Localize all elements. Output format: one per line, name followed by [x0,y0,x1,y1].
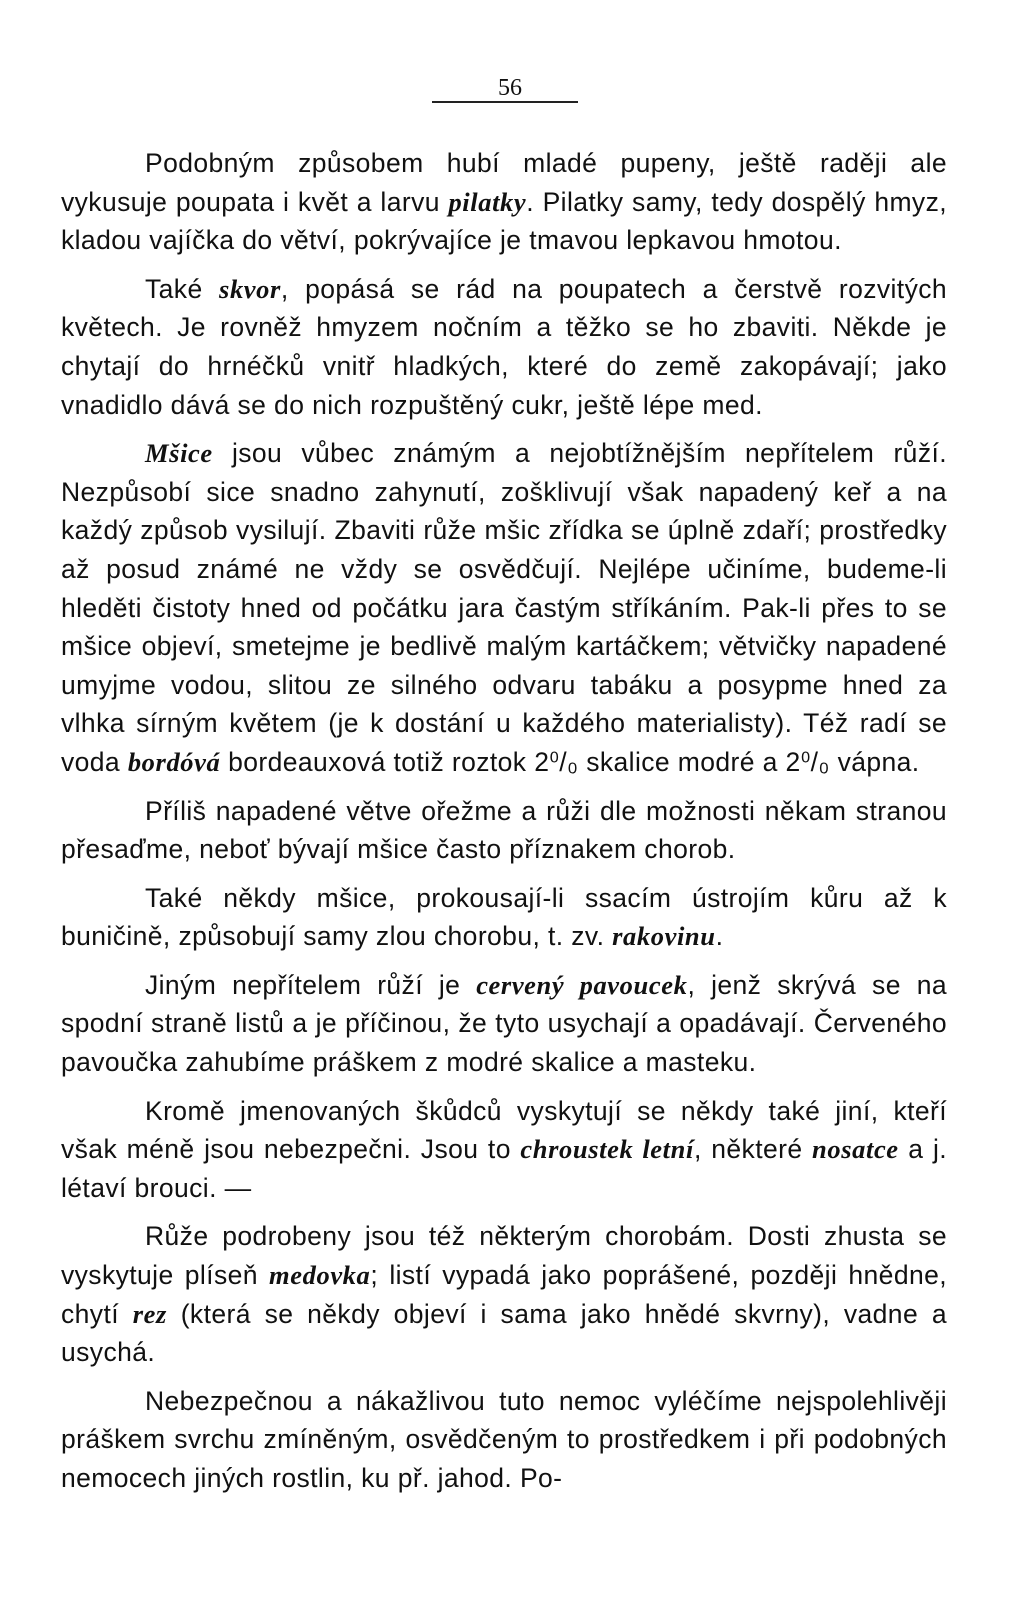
paragraph-msice [61,434,947,781]
text-run: Také někdy mšice, prokousají-li ssacím ústrojím kůru až k buničině, způsobují samy zlou chorobu, t. zv. [61,882,947,952]
text-run: . Pilatky samy, tedy dospělý hmyz, kladou vajíčka do větví, pokrývajíce je tmavou lepkavou hmotou. [61,186,947,256]
text-run: Také [145,273,220,304]
text-run: . [715,921,724,952]
italic-term: bordóvá [127,746,221,777]
paragraph-brouci [61,1092,947,1208]
text-run: Nebezpečnou a nákažlivou tuto nemoc vyléčíme nejspolehlivěji práškem svrchu zmíněným, osvědčeným to prostředkem i při podobných nemocech jiných rostlin, ku př. jahod. Po- [61,1385,947,1493]
text-run: jsou vůbec známým a nejobtížnějším nepřítelem růží. Nezpůsobí sice snadno zahynutí, zošklivují však napadený keř a na každý způsob vysilují. Zbaviti růže mšic zřídka se úplně zdaří; prostředky až posud známé ne vždy se osvědčují. Nejlépe učiníme, budeme-li hleděti čistoty hned od počátku jara častým stříkáním. Pak-li přes to se mšice objeví, smetejme je bedlivě malým kartáčkem; větvičky napadené umyjme vodou, slitou ze silného odvaru tabáku a posypme hned za vlhka sírným květem (je k dostání u každého materialisty). Též radí se voda [61,438,947,777]
italic-term: skvor [219,273,281,304]
text-run: , popásá se rád na poupatech a čerstvě rozvitých květech. Je rovněž hmyzem nočním a těžko se ho zbaviti. Někde je chytají do hrnéčků vnitř hladkých, které do země zakopávají; jako vnadidlo dává se do nich rozpuštěný cukr, ještě lépe med. [61,273,948,420]
text-run: Příliš napadené větve ořežme a růži dle možnosti někam stranou přesaďme, neboť bývají mšice často příznakem chorob. [61,795,947,865]
italic-term: rez [132,1298,167,1329]
text-run: , některé [693,1134,813,1165]
text-run: a j. létaví brouci. — [61,1134,948,1203]
italic-term: Mšice [145,438,213,469]
text-body [61,144,947,1498]
text-run: , jenž skrývá se na spodní straně listů a je příčinou, že tyto usychají a opadávají. Červeného pavoučka zahubíme práškem z modré skalice a masteku. [61,969,948,1078]
text-run: bordeauxová totiž roztok 2⁰/₀ skalice modré a 2⁰/₀ vápna. [220,746,920,777]
paragraph-pavoucek [61,966,947,1082]
page-number: 56 [498,75,522,101]
text-run: Kromě jmenovaných škůdců vyskytují se někdy také jiní, kteří však méně jsou nebezpečni. Jsou to [61,1095,947,1165]
text-run: ; listí vypadá jako poprášené, později hnědne, chytí [61,1260,947,1329]
text-run: Jiným nepřítelem růží je [145,969,477,1000]
text-run: Růže podrobeny jsou též některým chorobám. Dosti zhusta se vyskytuje plíseň [61,1221,947,1291]
italic-term: nosatce [812,1134,899,1165]
italic-term: rakovinu [612,921,716,952]
italic-term: medovka [269,1260,371,1291]
paragraph-pilatky [61,144,947,260]
italic-term: chroustek letní [520,1134,694,1165]
text-run: Podobným způsobem hubí mladé pupeny, ještě raději ale vykusuje poupata i květ a larvu [61,148,947,217]
paragraph-choroby [61,1217,947,1371]
text-run: (která se někdy objeví i sama jako hnědé skvrny), vadne a usychá. [61,1298,947,1368]
header-rule [432,101,578,103]
italic-term: cervený pavoucek [476,969,688,1000]
paragraph-orezme [61,792,947,869]
paragraph-lecba [61,1382,947,1498]
paragraph-rakovina [61,879,947,956]
paragraph-skvor [61,270,947,424]
italic-term: pilatky [448,186,527,217]
